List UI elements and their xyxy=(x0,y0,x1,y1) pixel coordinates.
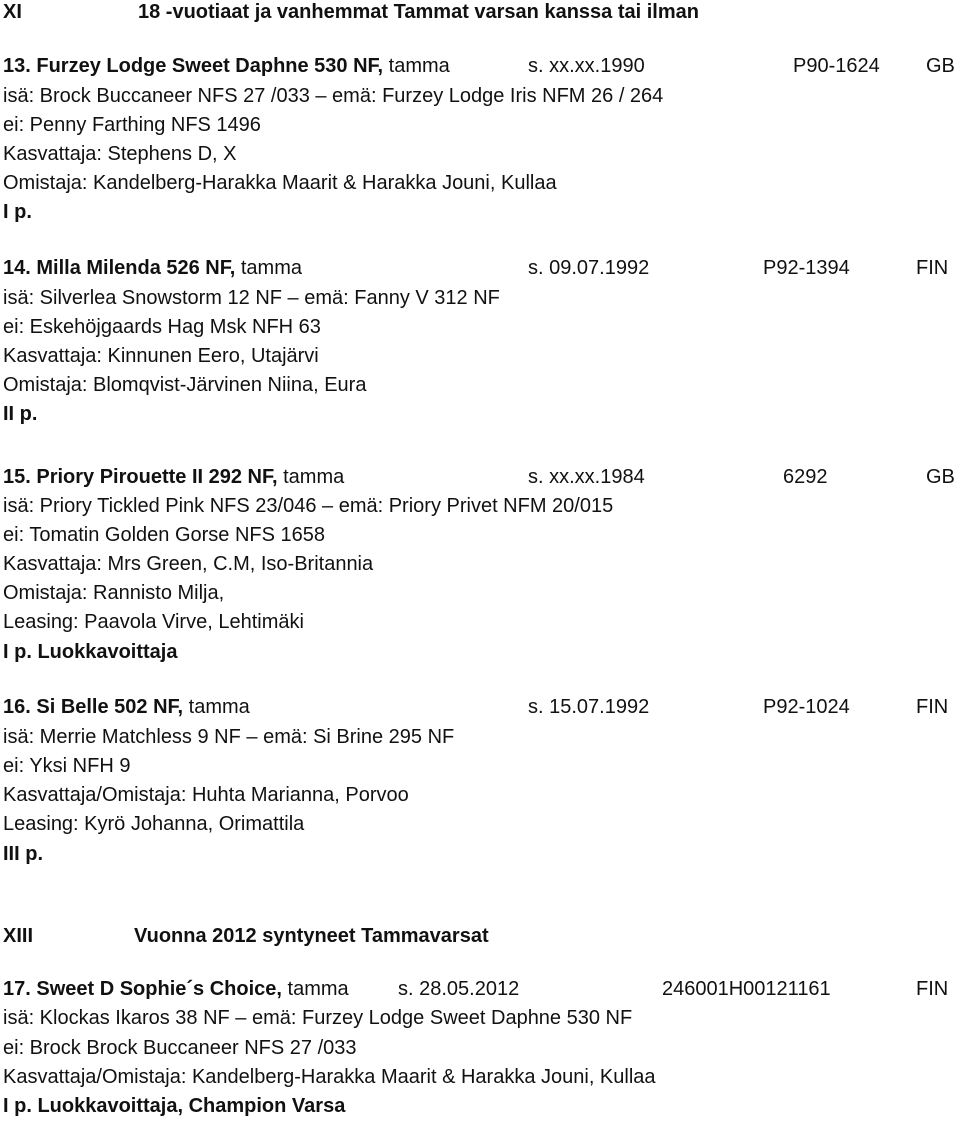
country-code: FIN xyxy=(916,257,949,279)
birth-date: s. 09.07.1992 xyxy=(528,257,650,279)
entry-heading xyxy=(3,54,450,78)
country-code: GB xyxy=(926,55,955,77)
horse-name: 17. Sweet D Sophie´s Choice, xyxy=(3,978,282,1000)
entry-heading xyxy=(3,256,302,280)
pedigree-line: ei: Yksi NFH 9 xyxy=(3,755,131,777)
birth-date: s. xx.xx.1984 xyxy=(528,466,645,488)
result: II p. xyxy=(3,403,38,425)
pedigree-line: ei: Tomatin Golden Gorse NFS 1658 xyxy=(3,524,326,546)
registration-number: 246001H00121161 xyxy=(662,978,831,1000)
leasing-line: Leasing: Paavola Virve, Lehtimäki xyxy=(3,611,304,633)
entry-heading xyxy=(3,465,344,489)
result: I p. Luokkavoittaja xyxy=(3,641,178,663)
leasing-line: Leasing: Kyrö Johanna, Orimattila xyxy=(3,813,305,835)
section-title: Vuonna 2012 syntyneet Tammavarsat xyxy=(134,925,489,947)
pedigree-line: isä: Silverlea Snowstorm 12 NF – emä: Fanny V 312 NF xyxy=(3,287,500,309)
registration-number: P92-1024 xyxy=(763,696,850,718)
result: I p. Luokkavoittaja, Champion Varsa xyxy=(3,1095,346,1117)
horse-sex: tamma xyxy=(383,55,450,77)
registration-number: 6292 xyxy=(783,466,828,488)
horse-name: 13. Furzey Lodge Sweet Daphne 530 NF, xyxy=(3,55,384,77)
pedigree-line: isä: Merrie Matchless 9 NF – emä: Si Brine 295 NF xyxy=(3,726,455,748)
country-code: GB xyxy=(926,466,955,488)
owner-line: Omistaja: Blomqvist-Järvinen Niina, Eura xyxy=(3,374,367,396)
horse-sex: tamma xyxy=(277,466,345,488)
breeder-owner-line: Kasvattaja/Omistaja: Huhta Marianna, Porvoo xyxy=(3,784,409,806)
breeder-line: Kasvattaja: Stephens D, X xyxy=(3,143,237,165)
breeder-line: Kasvattaja: Kinnunen Eero, Utajärvi xyxy=(3,345,319,367)
pedigree-line: isä: Brock Buccaneer NFS 27 /033 – emä: Furzey Lodge Iris NFM 26 / 264 xyxy=(3,85,664,107)
breeder-owner-line: Kasvattaja/Omistaja: Kandelberg-Harakka Maarit & Harakka Jouni, Kullaa xyxy=(3,1066,656,1088)
horse-name: 16. Si Belle 502 NF, xyxy=(3,696,184,718)
pedigree-line: ei: Penny Farthing NFS 1496 xyxy=(3,114,261,136)
section-title: 18 -vuotiaat ja vanhemmat Tammat varsan kanssa tai ilman xyxy=(138,1,699,23)
registration-number: P92-1394 xyxy=(763,257,850,279)
pedigree-line: isä: Priory Tickled Pink NFS 23/046 – emä: Priory Privet NFM 20/015 xyxy=(3,495,614,517)
result: III p. xyxy=(3,843,43,865)
pedigree-line: ei: Eskehöjgaards Hag Msk NFH 63 xyxy=(3,316,321,338)
horse-name: 14. Milla Milenda 526 NF, xyxy=(3,257,236,279)
section-number: XIII xyxy=(3,925,34,947)
horse-sex: tamma xyxy=(183,696,250,718)
birth-date: s. 15.07.1992 xyxy=(528,696,650,718)
birth-date: s. 28.05.2012 xyxy=(398,978,520,1000)
registration-number: P90-1624 xyxy=(793,55,880,77)
pedigree-line: isä: Klockas Ikaros 38 NF – emä: Furzey Lodge Sweet Daphne 530 NF xyxy=(3,1007,633,1029)
section-number: XI xyxy=(3,1,22,23)
pedigree-line: ei: Brock Brock Buccaneer NFS 27 /033 xyxy=(3,1037,357,1059)
entry-heading xyxy=(3,977,349,1001)
horse-sex: tamma xyxy=(281,978,349,1000)
country-code: FIN xyxy=(916,978,949,1000)
horse-sex: tamma xyxy=(235,257,302,279)
result: I p. xyxy=(3,201,32,223)
breeder-line: Kasvattaja: Mrs Green, C.M, Iso-Britannia xyxy=(3,553,374,575)
country-code: FIN xyxy=(916,696,949,718)
horse-name: 15. Priory Pirouette II 292 NF, xyxy=(3,466,278,488)
owner-line: Omistaja: Kandelberg-Harakka Maarit & Harakka Jouni, Kullaa xyxy=(3,172,557,194)
entry-heading xyxy=(3,695,250,719)
birth-date: s. xx.xx.1990 xyxy=(528,55,645,77)
owner-line: Omistaja: Rannisto Milja, xyxy=(3,582,225,604)
